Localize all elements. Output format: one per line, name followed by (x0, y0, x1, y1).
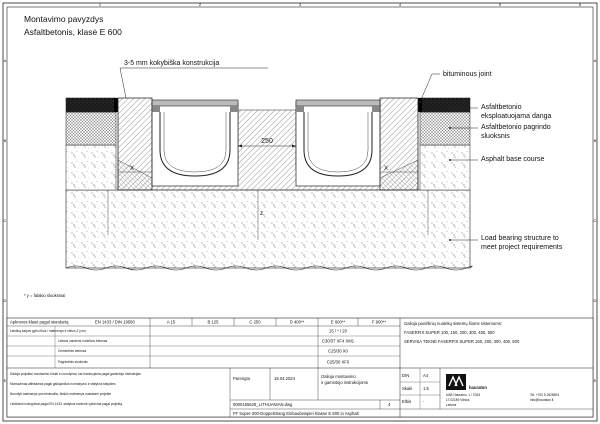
address-line: Lietuva (446, 403, 457, 407)
standard-label: Apkrovos klasė pagal standartą (10, 319, 69, 325)
callout-course: Asphalt base course (481, 156, 545, 163)
din-value: A4 (423, 373, 429, 378)
callout-wear-1: Asfaltbetonio (481, 104, 522, 111)
validity-1: Galioja montavimo (321, 374, 356, 379)
callout-load-2: meet project requirements (481, 244, 563, 251)
note-row: Lietaus vandens nuotėkos betonas (58, 339, 108, 343)
callout-base-1: Asfaltbetonio pagrindo (481, 124, 551, 131)
drain-channel-left (152, 100, 238, 186)
address-line: LT-02189 Vilnius (446, 398, 470, 402)
hauraton-logo-icon (446, 374, 466, 390)
parengta-date: 18.04.2024 (274, 376, 295, 381)
note-row: Cementinis betonas (58, 349, 87, 353)
row-mark: A (593, 58, 597, 63)
footer-title: FF Super-200-Doppelstrang Einbaubeispiel Klasse E 600 in Asphalt (233, 411, 359, 416)
title-line-2: Asfaltbetonis, klasė E 600 (24, 27, 122, 37)
row-mark: D (3, 298, 7, 303)
edition-value: - (423, 399, 425, 404)
width-dimension: 250 (261, 138, 273, 145)
value-row: 15 / * / 20 (329, 328, 347, 334)
col-mark: 2 (198, 2, 202, 7)
cross-section (66, 60, 563, 270)
row-mark: B (593, 138, 597, 143)
phone: Tel. +370 5 2628594 (530, 393, 559, 397)
class-c250: C 250 (249, 319, 261, 325)
standard-value: EN 1433 / DIN 19580 (95, 319, 135, 325)
bituminous-joint (418, 98, 422, 112)
row-mark: E (3, 378, 7, 383)
parengta-label: Parengta (233, 376, 250, 381)
title-line-1: Montavimo pavyzdys (24, 14, 104, 24)
note-row: Leistiną šalpos gylio ribos / matmenys ir vietos Z (cm) (10, 329, 86, 333)
callout-wear-2: eksploatuojama danga (481, 113, 552, 120)
dim-x-right: X (384, 166, 389, 172)
product-line-1: FASERFIX SUPER 100, 150, 200, 300, 400, 500 (404, 330, 495, 335)
class-f900: F 900** (372, 319, 386, 325)
row-mark: C (593, 218, 597, 223)
callout-joint: bituminous joint (443, 71, 492, 78)
scale-label: Skalė (402, 386, 413, 391)
row-mark: D (593, 298, 597, 303)
project-note: Montavimas atliekamas pagal galiojančius normatyvus ir statybos taisykles (10, 382, 116, 386)
product-line-2: SERVISA TEKNE FASERFIX SUPER 150, 200, 300, 400, 500 (404, 339, 520, 344)
sheet-number: 4 (388, 402, 391, 407)
class-a15: A 15 (166, 319, 176, 325)
load-bearing-concrete (66, 190, 470, 268)
class-d400: D 400** (289, 319, 305, 325)
brand-logo-text: hauraton (469, 385, 487, 390)
row-mark: B (3, 138, 7, 143)
callout-base-2: sluoksnis (481, 133, 510, 140)
note-row: Pagrindinis sluoksnis (58, 360, 88, 364)
edition-label: Elbis (402, 399, 412, 404)
title-block (7, 318, 593, 417)
callout-load-1: Load bearing structure to (481, 235, 559, 242)
project-note: Leidžiami nukrypimai pagal EN 1433, statybos kontrolė vykdoma pagal projektą (10, 402, 123, 406)
construction-note: 3-5 mm kokybiška konstrukcija (124, 60, 220, 67)
col-mark: 5 (498, 2, 502, 7)
scale-value: 1:5 (423, 386, 429, 391)
row-mark: C (3, 218, 7, 223)
row-mark: A (3, 58, 7, 63)
address-line: UAB Hauraton, 1 / 70A3 (446, 393, 481, 397)
value-row: C25/30 XF0 (326, 359, 350, 365)
file-name: 0000165628_LITHUANIAN.dwg (233, 402, 293, 407)
col-mark: 1 (98, 2, 102, 7)
col-mark: 6 (578, 2, 582, 7)
asphalt-base-layer (66, 112, 116, 145)
class-e600: E 600** (330, 319, 346, 325)
class-b125: B 125 (207, 319, 219, 325)
value-row: C25/30 X0 (328, 348, 348, 354)
project-note: Nurodyti matmenys yra minimalūs, tikslūs matmenys nustatomi projekte (10, 392, 112, 396)
drain-channel-right (296, 100, 380, 186)
email: info@hauraton.lt (530, 398, 554, 402)
asphalt-wearing-course (66, 98, 116, 112)
product-header: Galioja paviršinių nuotėkų sistemų šioms sistemoms: (404, 321, 502, 326)
dim-x-left: X (130, 166, 135, 172)
project-note: Galioja projektui montavimo būdai ir nurodymai, kai montuojama pagal gamintojo instrukcijas (10, 372, 141, 376)
dim-z: z (260, 211, 263, 217)
din-label: DIN (402, 373, 410, 378)
row-mark: E (593, 378, 597, 383)
footnote: * y = falakio sluoksniai (24, 293, 66, 298)
col-mark: 3 (298, 2, 302, 7)
grating-right (296, 100, 380, 106)
validity-2: ir gamintojo instrukcijoms (321, 380, 369, 385)
col-mark: 4 (398, 2, 402, 7)
value-row: C30/37 XF4 XM1 (321, 338, 355, 344)
grating-left (152, 100, 238, 106)
